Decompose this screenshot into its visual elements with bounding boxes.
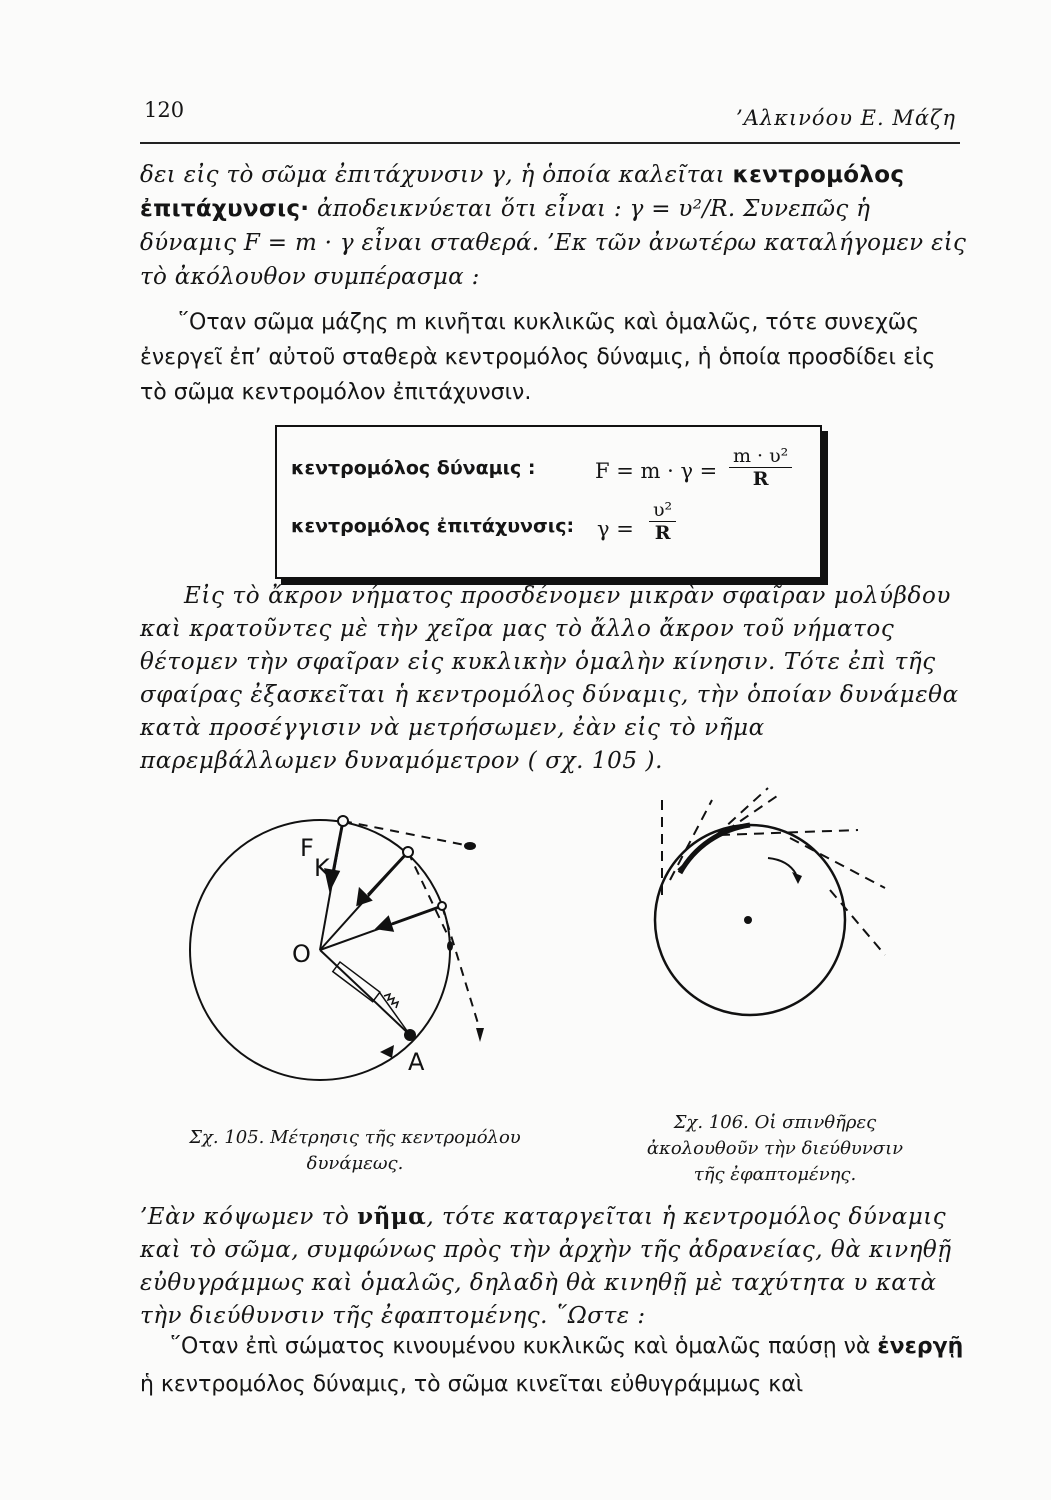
- paragraph-4-text-b: , τότε καταργεῖται ἡ κεντρομόλος δύναμις καὶ τὸ σῶμα, συμφώνως πρὸς τὴν ἀρχὴν τῆς ἀδρανείας, θὰ κινηθῇ εὐθυγράμμως καὶ ὁμαλῶς, δηλαδὴ θὰ κινηθῇ μὲ ταχύτητα υ κατὰ τὴν διεύθυνσιν τῆς ἐφαπτομένης. ῞Ωστε :: [140, 1204, 952, 1329]
- accel-denominator: R: [654, 522, 671, 544]
- rotation-arrow: [768, 858, 796, 874]
- point-a-label: A: [408, 1048, 425, 1076]
- figure-105-caption: Σχ. 105. Μέτρησις τῆς κεντρομόλου δυνάμεως.: [189, 1127, 521, 1174]
- wheel-center: [744, 916, 752, 924]
- formula-box: [275, 425, 822, 579]
- paragraph-3: Εἰς τὸ ἄκρον νήματος προσδένομεν μικρὰν σφαῖραν μολύβδου καὶ κρατοῦντες μὲ τὴν χεῖρα μας τὸ ἄλλο ἄκρον τοῦ νήματος θέτομεν τὴν σφαῖραν εἰς κυκλικὴν ὁμαλὴν κίνησιν. Τότε ἐπὶ τῆς σφαίρας ἐξασκεῖται ἡ κεντρομόλος δύναμις, τὴν ὁποίαν δυνάμεθα κατὰ προσέγγισιν νὰ μετρήσωμεν, ἐὰν εἰς τὸ νῆμα παρεμβάλλωμεν δυναμόμετρον ( σχ. 105 ).: [140, 583, 959, 774]
- force-numerator: m · υ²: [729, 445, 792, 468]
- term-string: νῆμα: [357, 1203, 427, 1230]
- term-act: ἐνεργῇ: [877, 1334, 964, 1359]
- paragraph-2-rule: ῞Οταν σῶμα μάζης m κινῆται κυκλικῶς καὶ ὁμαλῶς, τότε συνεχῶς ἐνεργεῖ ἐπ’ αὐτοῦ σταθερὰ κεντρομόλος δύναμις, ἡ ὁποία προσδίδει εἰς τὸ σῶμα κεντρομόλον ἐπιτάχυνσιν.: [140, 310, 936, 405]
- paragraph-5-text-a: ῞Οταν ἐπὶ σώματος κινουμένου κυκλικῶς καὶ ὁμαλῶς παύσῃ νὰ: [170, 1334, 878, 1359]
- force-expression: F = m · γ =: [595, 459, 718, 483]
- motion-arrow: [380, 1045, 394, 1058]
- fk-label: F: [300, 834, 314, 862]
- force-denominator: R: [752, 468, 769, 490]
- paragraph-1: [140, 158, 968, 294]
- accel-fraction: [649, 499, 676, 544]
- paragraph-4-text-a: ’Εὰν κόψωμεν τὸ: [140, 1204, 358, 1230]
- accel-label: κεντρομόλος ἐπιτάχυνσις:: [291, 515, 575, 537]
- figure-106: [640, 780, 910, 1090]
- running-head: ’Αλκινόου Ε. Μάζη: [736, 106, 956, 130]
- paragraph-4: [140, 1200, 968, 1333]
- accel-numerator: υ²: [649, 499, 676, 522]
- accel-expression: γ =: [597, 517, 634, 541]
- center-label: O: [292, 940, 311, 968]
- page-number: 120: [144, 98, 185, 122]
- rotation-arrowhead: [792, 872, 802, 884]
- paragraph-5-text-b: ἡ κεντρομόλος δύναμις, τὸ σῶμα κινεῖται εὐθυγράμμως καὶ: [140, 1372, 804, 1397]
- point-a-marker: [404, 1029, 416, 1041]
- paragraph-1-text-a: δει εἰς τὸ σῶμα ἐπιτάχυνσιν γ, ἡ ὁποία καλεῖται: [140, 162, 733, 188]
- figure-106-caption: Σχ. 106. Οἱ σπινθῆρες ἀκολουθοῦν τὴν διεύθυνσιν τῆς ἐφαπτομένης.: [646, 1112, 904, 1185]
- paragraph-5-rule: [140, 1328, 968, 1404]
- point-small-1: [338, 816, 348, 826]
- spark-lines: [662, 788, 885, 955]
- paragraph-1-text-b: ἀποδεικνύεται ὅτι εἶναι : γ = υ²/R. Συνεπῶς ἡ δύναμις F = m · γ εἶναι σταθερά. ’Εκ τῶν ἀνωτέρω καταλήγομεν εἰς τὸ ἀκόλουθον συμπέρασμα :: [140, 196, 967, 290]
- point-small-3: [438, 902, 446, 910]
- point-small-2: [403, 847, 413, 857]
- force-label: κεντρομόλος δύναμις :: [291, 457, 536, 479]
- force-fraction: [729, 445, 792, 490]
- term-centripetal-acceleration: κεντρομόλος ἐπιτάχυνσις·: [140, 162, 905, 222]
- fk-subscript: K: [314, 854, 330, 882]
- header-rule: [140, 142, 960, 144]
- figure-105: [180, 790, 520, 1120]
